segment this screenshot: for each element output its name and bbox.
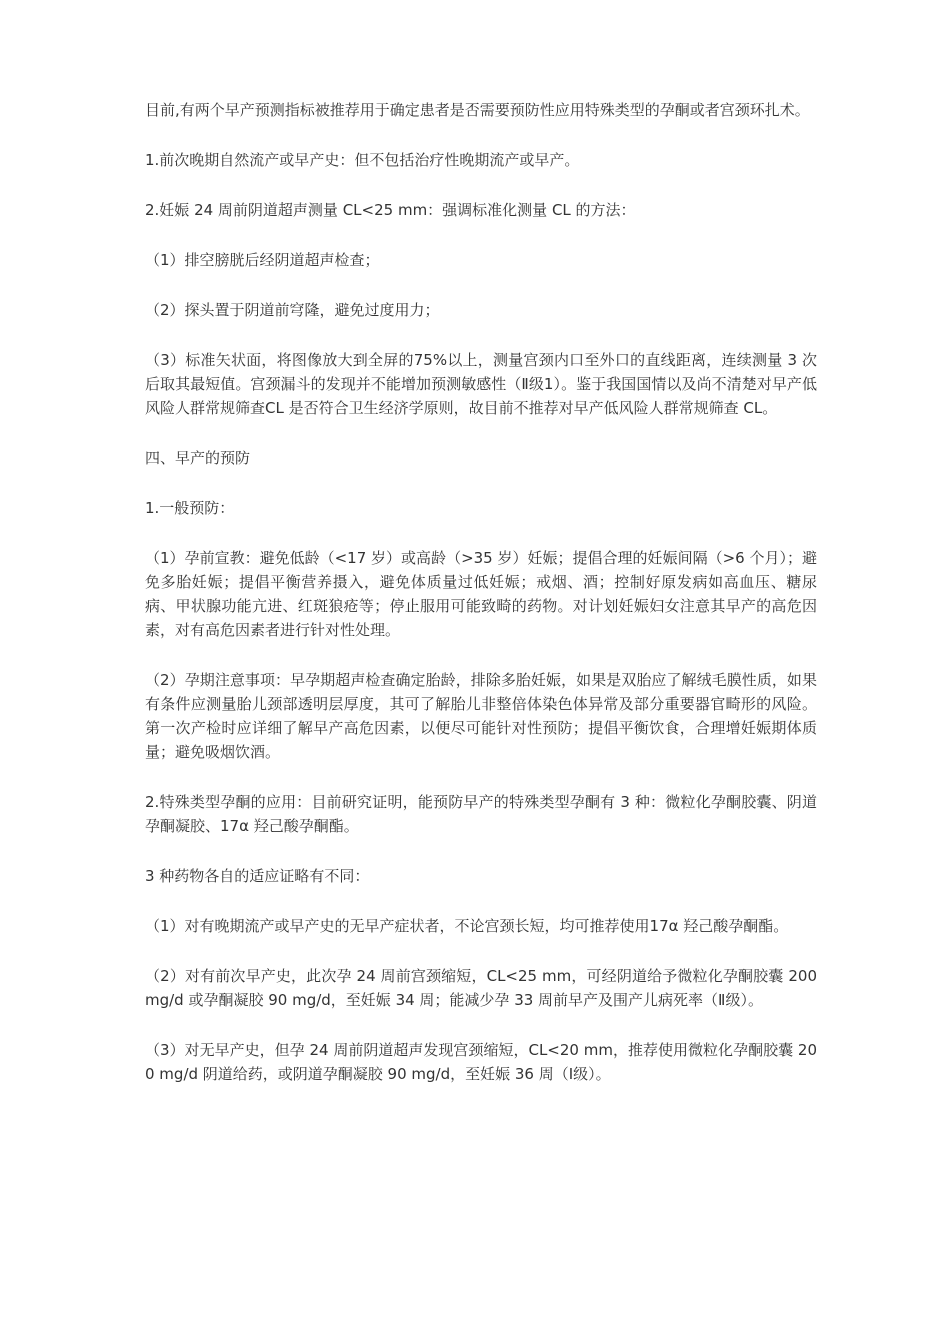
paragraph-item-2: 2.妊娠 24 周前阴道超声测量 CL<25 mm：强调标准化测量 CL 的方法： [145,201,636,219]
paragraph-step-2: （2）探头置于阴道前穹隆，避免过度用力； [145,301,440,319]
paragraph-indication-3: （3）对无早产史，但孕 24 周前阴道超声发现宫颈缩短，CL<20 mm，推荐使用微粒化孕酮胶囊 200 mg/d 阴道给药，或阴道孕酮凝胶 90 mg/d，至妊娠 36 周（Ⅰ级）。 [145,1041,817,1083]
document-body [145,98,817,1112]
paragraph-pregnancy-notes: （2）孕期注意事项：早孕期超声检查确定胎龄，排除多胎妊娠，如果是双胎应了解绒毛膜性质，如果有条件应测量胎儿颈部透明层厚度，其可了解胎儿非整倍体染色体异常及部分重要器官畸形的风险。第一次产检时应详细了解早产高危因素，以便尽可能针对性预防；提倡平衡饮食，合理增妊娠期体质量；避免吸烟饮酒。 [145,671,817,761]
paragraph-indications-intro: 3 种药物各自的适应证略有不同： [145,867,370,885]
section-heading-prevention: 四、早产的预防 [145,449,251,467]
subheading-general-prevention: 1.一般预防： [145,499,235,517]
paragraph-intro: 目前,有两个早产预测指标被推荐用于确定患者是否需要预防性应用特殊类型的孕酮或者宫颈环扎术。 [145,101,810,119]
paragraph-indication-1: （1）对有晚期流产或早产史的无早产症状者，不论宫颈长短，均可推荐使用17α 羟己酸孕酮酯。 [145,917,789,935]
paragraph-step-1: （1）排空膀胱后经阴道超声检查； [145,251,380,269]
paragraph-preconception: （1）孕前宣教：避免低龄（<17 岁）或高龄（>35 岁）妊娠；提倡合理的妊娠间隔（>6 个月）；避免多胎妊娠；提倡平衡营养摄入，避免体质量过低妊娠；戒烟、酒；控制好原发病如高血压、糖尿病、甲状腺功能亢进、红斑狼疮等；停止服用可能致畸的药物。对计划妊娠妇女注意其早产的高危因素，对有高危因素者进行针对性处理。 [145,549,817,639]
paragraph-indication-2: （2）对有前次早产史，此次孕 24 周前宫颈缩短，CL<25 mm，可经阴道给予微粒化孕酮胶囊 200 mg/d 或孕酮凝胶 90 mg/d，至妊娠 34 周；能减少孕 33 周前早产及围产儿病死率（Ⅱ级）。 [145,967,817,1009]
paragraph-item-1: 1.前次晚期自然流产或早产史：但不包括治疗性晚期流产或早产。 [145,151,580,169]
paragraph-step-3: （3）标准矢状面，将图像放大到全屏的75%以上，测量宫颈内口至外口的直线距离，连续测量 3 次后取其最短值。宫颈漏斗的发现并不能增加预测敏感性（Ⅱ级1）。鉴于我国国情以及尚不清楚对早产低风险人群常规筛查CL 是否符合卫生经济学原则，故目前不推荐对早产低风险人群常规筛查 CL。 [145,351,817,417]
paragraph-progesterone-use: 2.特殊类型孕酮的应用：目前研究证明，能预防早产的特殊类型孕酮有 3 种：微粒化孕酮胶囊、阴道孕酮凝胶、17α 羟己酸孕酮酯。 [145,793,817,835]
